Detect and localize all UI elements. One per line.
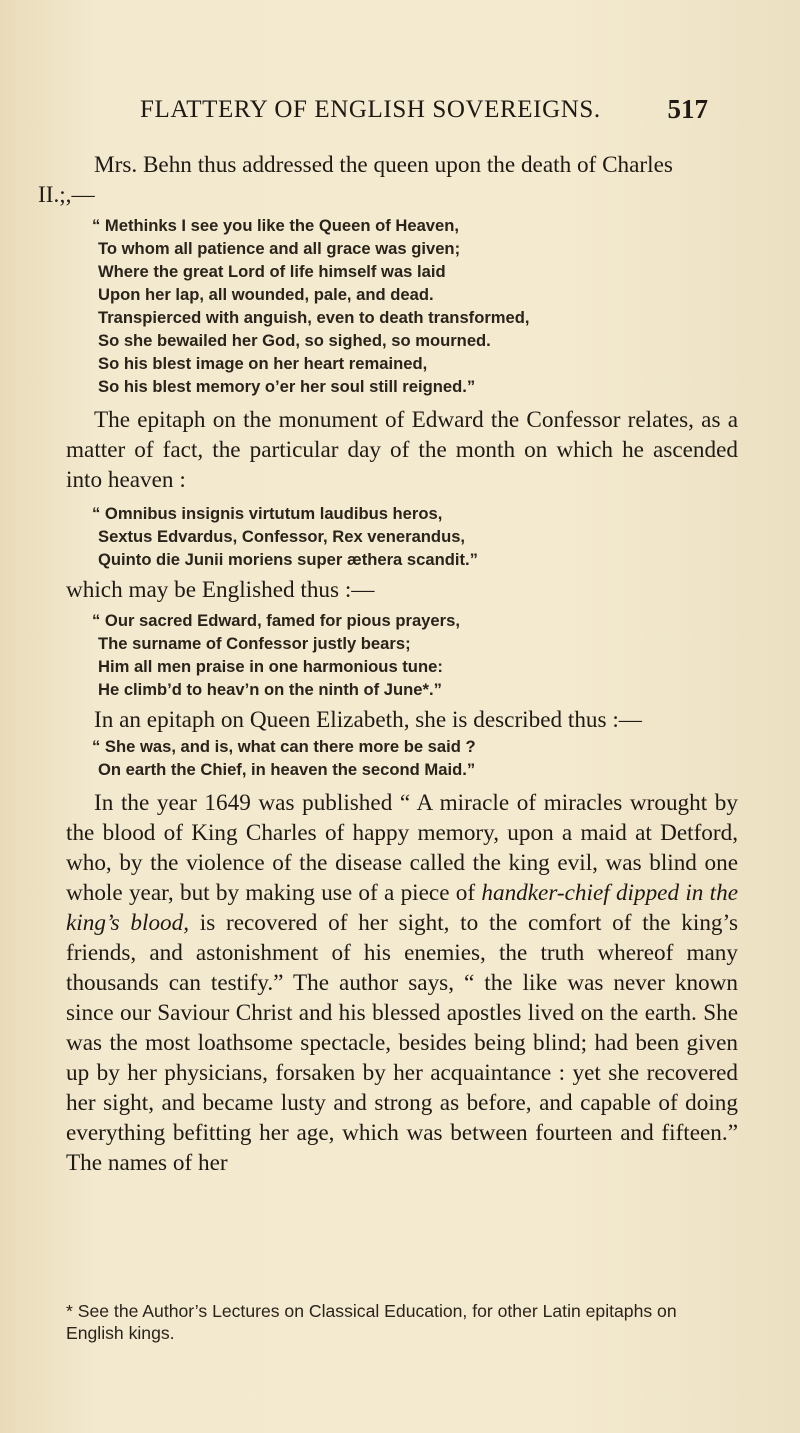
verse-english-epitaph xyxy=(66,609,738,701)
verse-line: He climb’d to heav’n on the ninth of June*.” xyxy=(98,680,442,699)
verse-line: So his blest image on her heart remained, xyxy=(98,354,428,373)
page-number: 517 xyxy=(667,94,708,124)
verse-line: So his blest memory o’er her soul still reigned.” xyxy=(98,377,476,396)
verse-line: So she bewailed her God, so sighed, so mourned. xyxy=(98,331,491,350)
verse-elizabeth xyxy=(66,735,738,781)
paragraph-line: Mrs. Behn thus addressed the queen upon the death of Charles xyxy=(94,152,673,178)
paragraph-englished: which may be Englished thus :— xyxy=(66,577,375,603)
verse-latin-epitaph xyxy=(66,502,738,571)
verse-line: “ Omnibus insignis virtutum laudibus heros, xyxy=(92,504,443,523)
verse-line: On earth the Chief, in heaven the second Maid.” xyxy=(98,760,476,779)
paragraph-epitaph-edward: The epitaph on the monument of Edward the Confessor relates, as a matter of fact, the particular day of the month on which he ascended into heaven : xyxy=(66,407,738,493)
verse-line: Upon her lap, all wounded, pale, and dead. xyxy=(98,285,434,304)
page-header xyxy=(140,94,708,132)
verse-line: Sextus Edvardus, Confessor, Rex venerandus, xyxy=(98,527,466,546)
verse-line: Where the great Lord of life himself was laid xyxy=(98,262,446,281)
verse-line: “ Methinks I see you like the Queen of Heaven, xyxy=(92,216,460,235)
verse-line: Quinto die Junii moriens super æthera scandit.” xyxy=(98,550,478,569)
footnote: * See the Author’s Lectures on Classical Education, for other Latin epitaphs on English kings. xyxy=(66,1301,677,1343)
verse-line: “ She was, and is, what can there more be said ? xyxy=(92,737,476,756)
verse-line: Transpierced with anguish, even to death transformed, xyxy=(98,308,530,327)
paragraph-line: II.;,— xyxy=(38,182,95,208)
verse-line: The surname of Confessor justly bears; xyxy=(98,634,411,653)
paragraph-text: is recovered of her sight, to the comfort of the king’s friends, and astonishment of his enemies, the truth whereof many thousands can testify.” The author says, “ the like was never known since our Saviour Christ and his blessed apostles lived on the earth. She was the most loathsome spectacle, besides being blind; had been given up by her physicians, forsaken by her acquaintance : yet she recovered her sight, and became lusty and strong as before, and capable of doing everything befitting her age, which was between fourteen and fifteen.” The names of her xyxy=(66,910,738,1176)
running-title: FLATTERY OF ENGLISH SOVEREIGNS. xyxy=(140,96,601,123)
verse-line: “ Our sacred Edward, famed for pious prayers, xyxy=(92,611,460,630)
paragraph-miracle xyxy=(66,788,738,1178)
verse-behn xyxy=(66,214,738,398)
verse-line: To whom all patience and all grace was given; xyxy=(98,239,461,258)
paragraph-behn-intro xyxy=(38,150,738,210)
paragraph-text: In the year 1649 was published “ A miracle of miracles wrought by the blood of King Charles of happy memory, upon a maid at Detford, who, by the violence of the disease called the king evil, was blind one whole year, but by making use of a piece of xyxy=(66,790,738,906)
paragraph-elizabeth: In an epitaph on Queen Elizabeth, she is described thus :— xyxy=(94,707,642,733)
italic-phrase: handker-chief dipped in the king’s blood, xyxy=(66,880,738,936)
page-body xyxy=(38,150,738,1178)
verse-line: Him all men praise in one harmonious tune: xyxy=(98,657,443,676)
